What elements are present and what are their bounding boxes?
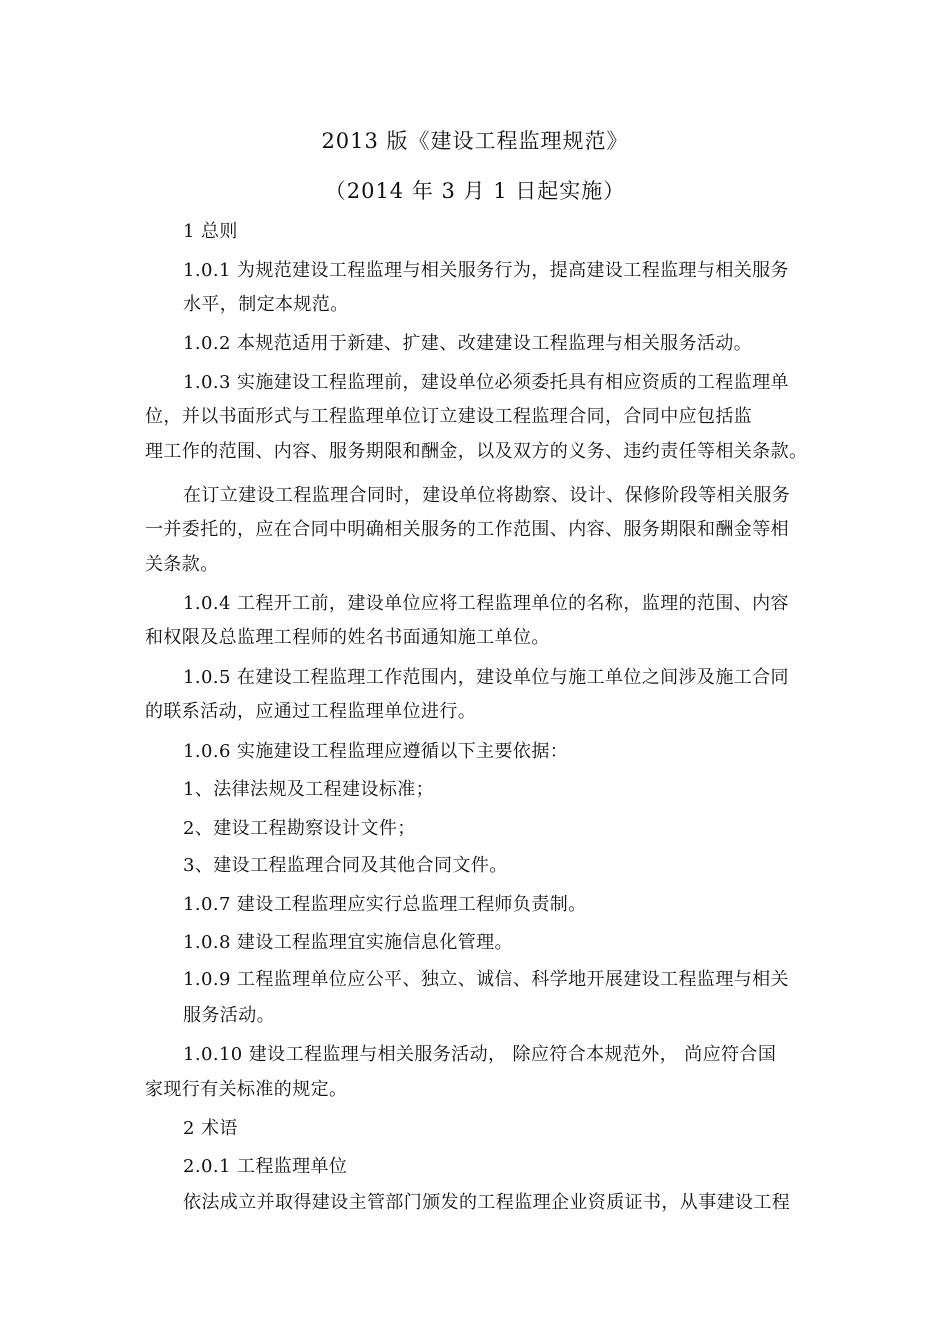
paragraph-line: 1.0.3 实施建设工程监理前，建设单位必须委托具有相应资质的工程监理单 (183, 372, 789, 393)
paragraph-line: 家现行有关标准的规定。 (145, 1079, 348, 1100)
paragraph-line: 水平，制定本规范。 (183, 294, 349, 315)
section-heading: 2 术语 (183, 1118, 238, 1139)
paragraph-line: 1.0.10 建设工程监理与相关服务活动， 除应符合本规范外， 尚应符合国 (183, 1044, 777, 1065)
section-heading: 1 总则 (183, 221, 238, 242)
list-item: 2、建设工程勘察设计文件； (183, 818, 416, 839)
paragraph-line: 1.0.8 建设工程监理宜实施信息化管理。 (183, 932, 513, 953)
paragraph-line: 1.0.2 本规范适用于新建、扩建、改建建设工程监理与相关服务活动。 (183, 333, 753, 354)
paragraph-line: 在订立建设工程监理合同时，建设单位将勘察、设计、保修阶段等相关服务 (183, 485, 791, 506)
paragraph-line: 1.0.1 为规范建设工程监理与相关服务行为，提高建设工程监理与相关服务 (183, 260, 789, 281)
paragraph-line: 1.0.4 工程开工前，建设单位应将工程监理单位的名称，监理的范围、内容 (183, 593, 789, 614)
paragraph-line: 1.0.5 在建设工程监理工作范围内，建设单位与施工单位之间涉及施工合同 (183, 667, 789, 688)
paragraph-line: 依法成立并取得建设主管部门颁发的工程监理企业资质证书，从事建设工程 (183, 1192, 791, 1213)
paragraph-line: 一并委托的，应在合同中明确相关服务的工作范围、内容、服务期限和酬金等相 (145, 519, 789, 540)
paragraph-line: 1.0.9 工程监理单位应公平、独立、诚信、科学地开展建设工程监理与相关 (183, 969, 789, 990)
paragraph-line: 服务活动。 (183, 1005, 275, 1026)
paragraph-line: 理工作的范围、内容、服务期限和酬金，以及双方的义务、违约责任等相关条款。 (145, 441, 808, 462)
document-subtitle: （2014 年 3 月 1 日起实施） (324, 179, 626, 203)
paragraph-line: 关条款。 (145, 554, 219, 575)
list-item: 1、法律法规及工程建设标准； (183, 779, 435, 800)
paragraph-line: 和权限及总监理工程师的姓名书面通知施工单位。 (145, 627, 550, 648)
paragraph-line: 1.0.7 建设工程监理应实行总监理工程师负责制。 (183, 894, 587, 915)
paragraph-line: 1.0.6 实施建设工程监理应遵循以下主要依据： (183, 741, 569, 762)
paragraph-line: 的联系活动，应通过工程监理单位进行。 (145, 701, 477, 722)
paragraph-line: 位，并以书面形式与工程监理单位订立建设工程监理合同，合同中应包括监 (145, 406, 753, 427)
list-item: 3、建设工程监理合同及其他合同文件。 (183, 855, 508, 876)
term-heading: 2.0.1 工程监理单位 (183, 1156, 348, 1177)
document-title: 2013 版《建设工程监理规范》 (321, 129, 629, 153)
